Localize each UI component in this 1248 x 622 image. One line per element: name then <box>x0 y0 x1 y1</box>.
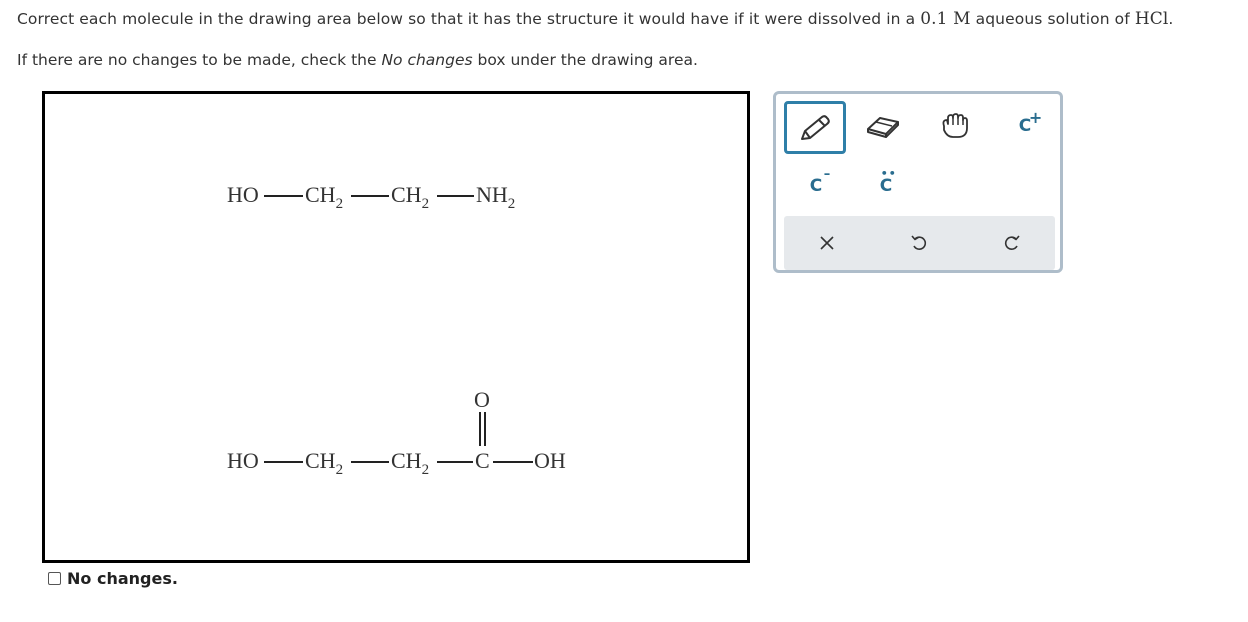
carbon-glyph: C <box>1018 116 1032 136</box>
drawing-toolbox <box>773 91 1063 273</box>
question-text <box>17 9 1173 29</box>
instruction-emphasis: No changes <box>381 51 473 69</box>
question-part: Correct each molecule in the drawing area below so that it has the structure it would have if it were dissolved in a <box>17 10 921 28</box>
mol2-ho[interactable]: HO <box>227 448 259 473</box>
redo-button[interactable] <box>994 226 1030 260</box>
question-part: aqueous solution of <box>970 10 1135 28</box>
subscript: 2 <box>421 462 430 478</box>
mol2-bond-1[interactable] <box>264 461 303 463</box>
drawing-area[interactable] <box>42 91 750 563</box>
instruction-part: box under the drawing area. <box>472 51 698 69</box>
carbon-glyph: C <box>809 176 823 196</box>
mol2-bond-4[interactable] <box>493 461 533 463</box>
mol1-ch2-a-text: CH <box>305 182 336 207</box>
mol1-bond-3[interactable] <box>437 195 474 197</box>
subscript: 2 <box>421 196 430 212</box>
mol2-ch2-a[interactable] <box>305 448 344 478</box>
instruction-text <box>17 50 698 70</box>
mol1-bond-2[interactable] <box>351 195 389 197</box>
mol2-bond-3[interactable] <box>437 461 473 463</box>
mol2-ch2-b[interactable] <box>391 448 430 478</box>
action-bar <box>784 216 1055 270</box>
eraser-icon <box>865 113 901 139</box>
mol2-ch2-a-text: CH <box>305 448 336 473</box>
checkbox-box[interactable] <box>48 572 61 585</box>
clear-icon <box>819 235 835 251</box>
undo-icon <box>910 234 928 252</box>
mol2-double-bond-line-1[interactable] <box>479 412 481 446</box>
hand-icon <box>940 112 970 140</box>
mol2-double-bond-line-2[interactable] <box>484 412 486 446</box>
carbon-anion-icon <box>809 167 831 196</box>
pencil-tool-button[interactable] <box>784 101 846 154</box>
carbon-lone-pair-icon <box>879 167 897 196</box>
carbon-glyph: C <box>879 176 893 196</box>
pencil-icon <box>798 114 832 142</box>
lone-pair-dots: •• <box>880 167 897 180</box>
mol1-ho[interactable]: HO <box>227 182 259 207</box>
eraser-tool-button[interactable] <box>859 106 907 146</box>
mol1-ch2-b-text: CH <box>391 182 422 207</box>
instruction-part: If there are no changes to be made, check the <box>17 51 382 69</box>
mol1-bond-1[interactable] <box>264 195 303 197</box>
mol2-ch2-b-text: CH <box>391 448 422 473</box>
mol1-nh2[interactable] <box>476 182 516 212</box>
plus-charge: + <box>1028 108 1043 127</box>
subscript: 2 <box>507 196 516 212</box>
mol2-bond-2[interactable] <box>351 461 389 463</box>
carbon-cation-icon <box>1018 108 1043 136</box>
no-changes-label: No changes. <box>67 569 178 588</box>
mol1-ch2-a[interactable] <box>305 182 344 212</box>
subscript: 2 <box>335 196 344 212</box>
carbon-cation-button[interactable] <box>1000 106 1050 146</box>
subscript: 2 <box>335 462 344 478</box>
mol2-oh[interactable]: OH <box>534 448 566 473</box>
minus-charge: – <box>823 167 831 182</box>
concentration: 0.1 M <box>920 9 971 29</box>
mol1-ch2-b[interactable] <box>391 182 430 212</box>
hand-tool-button[interactable] <box>933 106 977 146</box>
mol1-nh2-text: NH <box>476 182 508 207</box>
carbon-anion-button[interactable] <box>794 166 838 206</box>
carbon-lone-pair-button[interactable] <box>864 166 908 206</box>
no-changes-checkbox[interactable] <box>48 569 178 588</box>
mol2-carbonyl-o[interactable]: O <box>474 387 490 412</box>
redo-icon <box>1003 234 1021 252</box>
mol2-carbonyl-c[interactable]: C <box>475 448 490 473</box>
question-part: . <box>1168 10 1174 28</box>
clear-button[interactable] <box>809 226 845 260</box>
undo-button[interactable] <box>901 226 937 260</box>
acid-formula: HCl <box>1134 9 1169 29</box>
